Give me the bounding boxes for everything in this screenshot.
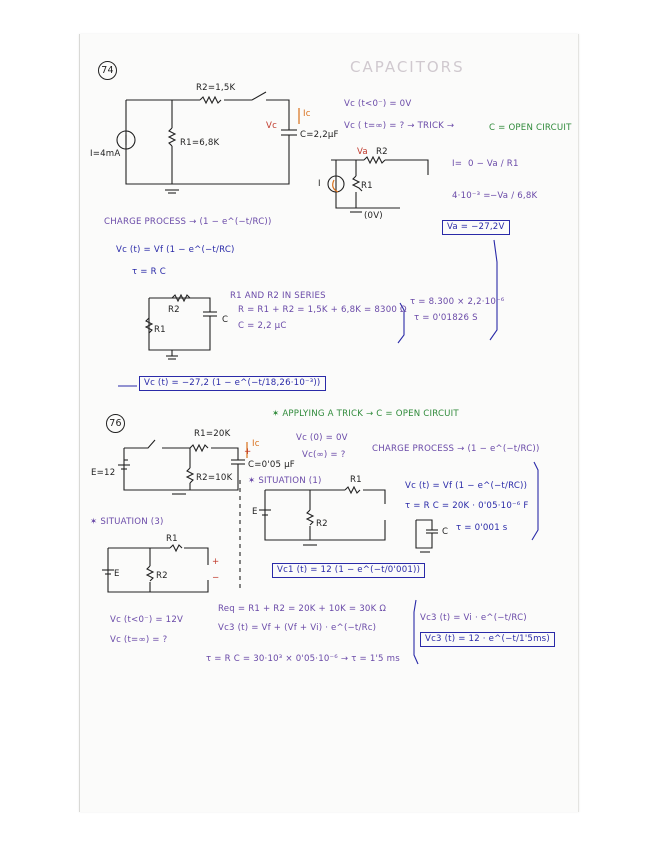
p74-vc-label: Vc: [266, 121, 278, 131]
p74-r2-label: R2=1,5K: [196, 83, 236, 93]
p76-situation1: ✶ SITUATION (1): [248, 476, 322, 486]
p74-series-note: R1 AND R2 IN SERIES: [230, 291, 326, 301]
p74-sub-gnd: (0V): [364, 211, 383, 221]
p76-situation3: ✶ SITUATION (3): [90, 517, 164, 527]
p74-sub-i: I: [318, 179, 321, 189]
p76-r2-label: R2=10K: [196, 473, 233, 483]
p76-s1-tau2: τ = 0'001 s: [456, 523, 508, 533]
p76-s1-vc: Vc (t) = Vf (1 − e^(−t/RC)): [405, 481, 528, 491]
p74-tau-calc1: τ = 8.300 × 2,2·10⁻⁶: [410, 297, 505, 307]
p74-c-value: C = 2,2 μC: [238, 321, 287, 331]
p76-s3-e: E: [114, 569, 120, 579]
problem-74-number: 74: [98, 61, 117, 80]
p74-r-calc: R = R1 + R2 = 1,5K + 6,8K = 8300 Ω: [238, 305, 407, 315]
p74-vc-general: Vc (t) = Vf (1 − e^(−t/RC): [116, 245, 235, 255]
p76-s1-r1: R1: [350, 475, 362, 485]
p74-r1-label: R1=6,8K: [180, 138, 220, 148]
p74-cap-label: C=2,2μF: [300, 130, 339, 140]
p76-req: Req = R1 + R2 = 20K + 10K = 30K Ω: [218, 604, 387, 614]
p74-sub-r1: R1: [361, 181, 373, 191]
p76-cap-label: C=0'05 μF: [248, 460, 295, 470]
p74-vc-final: Vc ( t=∞) = ? → TRICK →: [344, 121, 455, 131]
problem-76-number: 76: [106, 414, 125, 433]
p76-ic-label: Ic: [252, 439, 260, 449]
p74-eq2-lhs: 4·10⁻³ =: [452, 191, 491, 201]
p74-va-result: Va = −27,2V: [442, 220, 510, 235]
p74-rc-r2: R2: [168, 305, 180, 315]
p76-s1-answer: Vc1 (t) = 12 (1 − e^(−t/0'001)): [272, 563, 425, 578]
p76-s1-e: E: [252, 507, 258, 517]
p74-vc-initial: Vc (t<0⁻) = 0V: [344, 99, 412, 109]
p74-trick: C = OPEN CIRCUIT: [489, 123, 572, 133]
p76-e-label: E=12: [91, 468, 116, 478]
p74-rc-c: C: [222, 315, 229, 325]
p76-vc3-general: Vc3 (t) = Vi · e^(−t/RC): [420, 613, 527, 623]
p76-vc3-answer: Vc3 (t) = 12 · e^(−t/1'5ms): [420, 632, 555, 647]
p76-vcinf: Vc(∞) = ?: [302, 450, 346, 460]
p74-sub-va: Va: [357, 147, 368, 157]
p76-s3-vc0: Vc (t<0⁻) = 12V: [110, 615, 184, 625]
p76-s1-tau: τ = R C = 20K · 0'05·10⁻⁶ F: [405, 501, 529, 511]
p76-s3-vcinf: Vc (t=∞) = ?: [110, 635, 168, 645]
p76-vc-plus: +: [244, 447, 252, 457]
p74-tau: τ = R C: [132, 267, 166, 277]
p76-s3-minus: −: [212, 573, 220, 583]
p74-eq1-rhs: 0 − Va / R1: [468, 159, 519, 169]
p76-vc3-formula: Vc3 (t) = Vf + (Vf + Vi) · e^(−t/Rc): [218, 623, 377, 633]
p76-vc0: Vc (0) = 0V: [296, 433, 348, 443]
p76-s3-r1: R1: [166, 534, 178, 544]
p76-charge-process: CHARGE PROCESS → (1 − e^(−t/RC)): [372, 444, 540, 454]
p74-tau-calc2: τ = 0'01826 S: [414, 313, 478, 323]
p76-s3-r2: R2: [156, 571, 168, 581]
p76-s1-c: C: [442, 527, 449, 537]
p74-eq1-lhs: I=: [452, 159, 463, 169]
p76-trick: ✶ APPLYING A TRICK → C = OPEN CIRCUIT: [272, 409, 459, 419]
faint-page-title: CAPACITORS: [350, 58, 465, 76]
p74-sub-r2: R2: [376, 147, 388, 157]
p76-s1-r2: R2: [316, 519, 328, 529]
p74-rc-r1: R1: [154, 325, 166, 335]
p76-s3-plus: +: [212, 557, 220, 567]
p74-ic-label: Ic: [303, 109, 311, 119]
p74-eq2-rhs: −Va / 6,8K: [490, 191, 538, 201]
p76-r1-label: R1=20K: [194, 429, 231, 439]
p74-charge-process: CHARGE PROCESS → (1 − e^(−t/RC)): [104, 217, 272, 227]
p74-source-label: I=4mA: [90, 149, 121, 159]
p76-tau3: τ = R C = 30·10³ × 0'05·10⁻⁶ → τ = 1'5 ms: [206, 654, 400, 664]
p74-final-answer: Vc (t) = −27,2 (1 − e^(−t/18,26·10⁻³)): [139, 376, 326, 391]
